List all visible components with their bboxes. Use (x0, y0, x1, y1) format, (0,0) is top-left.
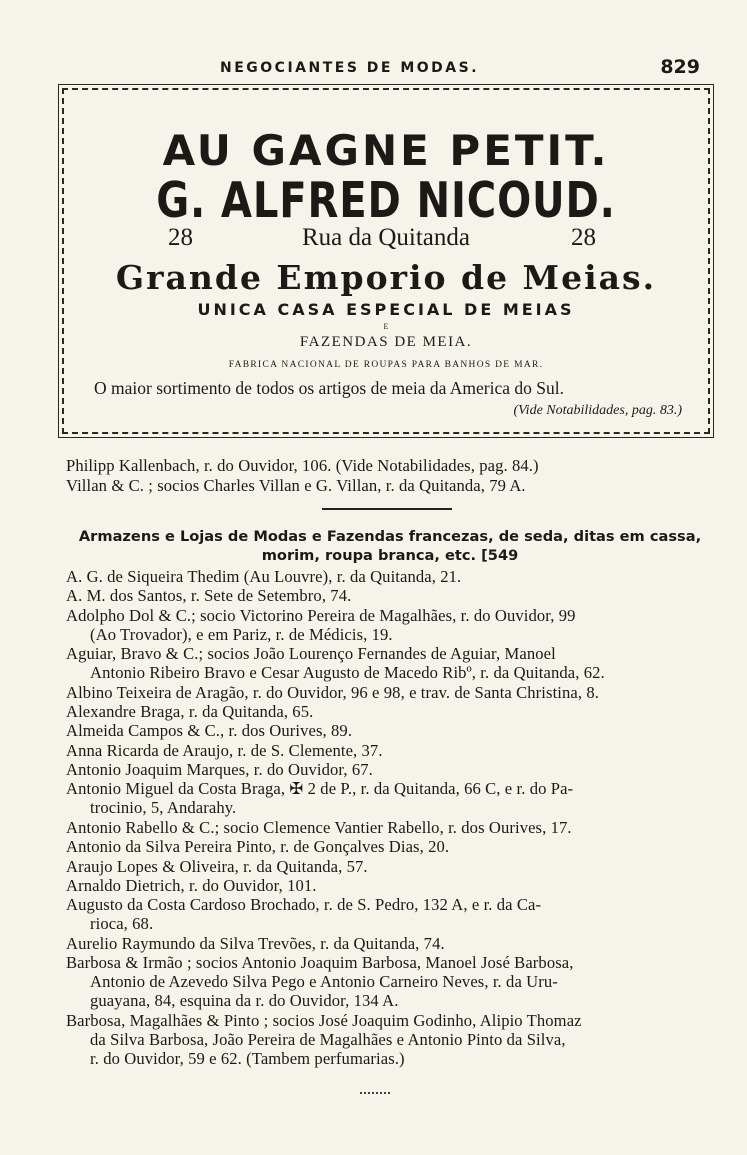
ad-address-street: Rua da Quitanda (301, 224, 470, 251)
entry-line: Almeida Campos & C., r. dos Ourives, 89. (66, 721, 353, 741)
entry-line: Alexandre Braga, r. da Quitanda, 65. (66, 702, 314, 722)
directory-entry (66, 683, 599, 702)
entry-line: Aurelio Raymundo da Silva Trevões, r. da Quitanda, 74. (66, 933, 445, 953)
running-head (60, 56, 700, 86)
entry-line: Augusto da Costa Cardoso Brochado, r. de S. Pedro, 132 A, e r. da Ca- (66, 895, 542, 915)
directory-entry (66, 586, 351, 605)
running-title: NEGOCIANTES DE MODAS. (220, 60, 480, 76)
entry-line: Barbosa, Magalhães & Pinto ; socios José Joaquim Godinho, Alipio Thomaz (66, 1010, 582, 1030)
ad-owner: G. ALFRED NICOUD. (156, 172, 616, 229)
directory-entry (66, 953, 574, 1010)
directory-entry (66, 1011, 582, 1068)
pre-entry: Villan & C. ; socios Charles Villan e G. Villan, r. da Quitanda, 79 A. (66, 476, 526, 496)
directory-entry (66, 895, 541, 933)
entry-line: rioca, 68. (90, 914, 154, 934)
advertisement-box (62, 88, 710, 434)
ad-conjunction: E (383, 322, 389, 331)
entry-line: Adolpho Dol & C.; socio Victorino Pereira de Magalhães, r. do Ouvidor, 99 (66, 605, 576, 625)
pre-entry: Philipp Kallenbach, r. do Ouvidor, 106. (Vide Notabilidades, pag. 84.) (66, 456, 539, 475)
entry-line: r. do Ouvidor, 59 e 62. (Tambem perfumarias.) (90, 1048, 405, 1068)
entry-line: Antonio da Silva Pereira Pinto, r. de Gonçalves Dias, 20. (66, 837, 450, 857)
entry-line: Anna Ricarda de Araujo, r. de S. Clemente, 37. (66, 740, 383, 760)
page-number: 829 (660, 56, 700, 78)
entry-line: Albino Teixeira de Aragão, r. do Ouvidor, 96 e 98, e trav. de Santa Christina, 8. (66, 682, 600, 702)
directory-entry (66, 567, 461, 586)
entry-line: guayana, 84, esquina da r. do Ouvidor, 134 A. (90, 991, 399, 1010)
entry-line: A. M. dos Santos, r. Sete de Setembro, 74. (66, 586, 352, 606)
entry-line: Araujo Lopes & Oliveira, r. da Quitanda, 57. (66, 856, 368, 876)
entry-line: A. G. de Siqueira Thedim (Au Louvre), r. da Quitanda, 21. (66, 567, 462, 586)
ad-assortment: O maior sortimento de todos os artigos de meia da America do Sul. (94, 378, 564, 398)
entry-line: Antonio Rabello & C.; socio Clemence Vantier Rabello, r. dos Ourives, 17. (66, 817, 572, 837)
entry-line: Antonio Ribeiro Bravo e Cesar Augusto de Macedo Ribº, r. da Quitanda, 62. (90, 663, 605, 683)
ad-factory: FABRICA NACIONAL DE ROUPAS PARA BANHOS DE MAR. (228, 360, 544, 370)
ad-fabrics: FAZENDAS DE MEIA. (299, 334, 473, 350)
directory-entry (66, 837, 449, 856)
directory-entry (66, 876, 317, 895)
directory-entry (66, 606, 576, 644)
ad-see-also: (Vide Notabilidades, pag. 83.) (513, 403, 682, 418)
directory-entry (66, 760, 373, 779)
ad-address-number-right: 28 (571, 224, 596, 251)
entry-line: (Ao Trovador), e em Pariz, r. de Médicis, 19. (90, 624, 393, 644)
ad-address-number-left: 28 (168, 224, 193, 251)
footer-mark (360, 1092, 390, 1097)
entry-line: da Silva Barbosa, João Pereira de Magalhães e Antonio Pinto da Silva, (90, 1029, 566, 1049)
section-rule (322, 508, 452, 510)
entry-line: Barbosa & Irmão ; socios Antonio Joaquim Barbosa, Manoel José Barbosa, (66, 953, 574, 972)
entry-line: Aguiar, Bravo & C.; socios João Lourenço Fernandes de Aguiar, Manoel (66, 644, 556, 664)
directory-entry (66, 818, 572, 837)
entry-line: Antonio Joaquim Marques, r. do Ouvidor, 67. (66, 760, 373, 779)
section-heading-line-1: Armazens e Lojas de Modas e Fazendas francezas, de seda, ditas em cassa, (78, 528, 702, 545)
entry-line: Antonio de Azevedo Silva Pego e Antonio Carneiro Neves, r. da Uru- (90, 972, 558, 991)
directory-entry (66, 741, 383, 760)
ad-emporium: Grande Emporio de Meias. (115, 258, 657, 297)
directory-entry (66, 857, 368, 876)
entry-line: trocinio, 5, Andarahy. (90, 798, 237, 818)
entry-line: Antonio Miguel da Costa Braga, ✠ 2 de P., r. da Quitanda, 66 C, e r. do Pa- (66, 779, 574, 799)
directory-entry (66, 644, 605, 682)
directory-entry (66, 721, 352, 740)
directory-entry (66, 702, 313, 721)
directory-entry (66, 779, 573, 817)
directory-entry (66, 934, 445, 953)
section-heading-line-2: morim, roupa branca, etc. [549 (261, 547, 519, 564)
entry-line: Arnaldo Dietrich, r. do Ouvidor, 101. (66, 875, 317, 895)
ad-brand: AU GAGNE PETIT. (162, 126, 610, 175)
ad-unique-house: UNICA CASA ESPECIAL DE MEIAS (197, 300, 575, 319)
